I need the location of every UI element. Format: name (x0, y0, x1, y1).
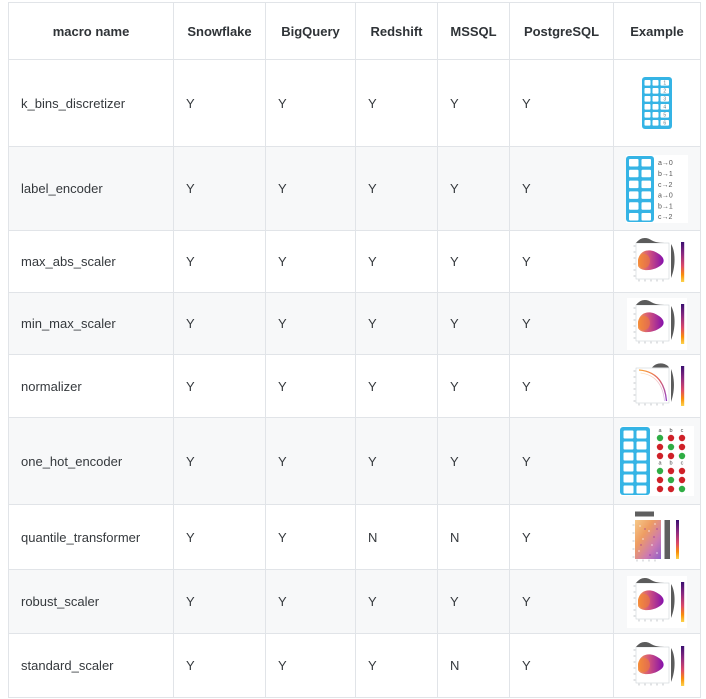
svg-text:2: 2 (663, 88, 667, 95)
svg-text:c: c (680, 428, 684, 434)
svg-text:5: 5 (663, 112, 667, 119)
support-cell: Y (438, 355, 510, 418)
support-cell: Y (174, 418, 266, 505)
support-cell: Y (438, 147, 510, 231)
macro-name-cell: max_abs_scaler (9, 231, 174, 293)
table-row (9, 147, 701, 231)
support-cell: Y (510, 293, 614, 355)
support-cell: N (356, 505, 438, 570)
one-hot-table-icon (620, 426, 694, 496)
svg-text:c: c (680, 460, 684, 467)
macro-name-cell: normalizer (9, 355, 174, 418)
distribution-jointplot-icon (627, 640, 687, 692)
support-cell: Y (266, 418, 356, 505)
svg-text:1: 1 (663, 80, 667, 87)
support-cell: Y (174, 293, 266, 355)
column-header-postgresql: PostgreSQL (510, 3, 614, 60)
macro-support-table-wrap (8, 2, 706, 698)
macro-name-cell: label_encoder (9, 147, 174, 231)
support-cell: Y (266, 570, 356, 634)
distribution-jointplot-icon (627, 576, 687, 628)
support-cell: Y (438, 418, 510, 505)
macro-name-cell: standard_scaler (9, 634, 174, 698)
svg-text:3: 3 (663, 96, 667, 103)
support-cell: Y (266, 505, 356, 570)
support-cell: Y (356, 418, 438, 505)
support-cell: Y (266, 60, 356, 147)
example-cell (614, 60, 701, 147)
example-cell (614, 355, 701, 418)
macro-name-cell: robust_scaler (9, 570, 174, 634)
example-cell (614, 505, 701, 570)
support-cell: Y (356, 570, 438, 634)
support-cell: Y (510, 355, 614, 418)
column-header-snowflake: Snowflake (174, 3, 266, 60)
svg-text:b: b (669, 428, 673, 434)
example-cell (614, 634, 701, 698)
support-cell: Y (174, 355, 266, 418)
table-row (9, 570, 701, 634)
column-header-mssql: MSSQL (438, 3, 510, 60)
svg-text:b→1: b→1 (658, 170, 673, 178)
macro-name-cell: one_hot_encoder (9, 418, 174, 505)
support-cell: Y (356, 355, 438, 418)
support-cell: Y (438, 231, 510, 293)
svg-text:a: a (658, 460, 662, 467)
svg-text:6: 6 (663, 120, 667, 127)
example-cell (614, 418, 701, 505)
table-row (9, 60, 701, 147)
table-row (9, 231, 701, 293)
support-cell: Y (266, 231, 356, 293)
distribution-jointplot-icon (627, 298, 687, 350)
support-cell: Y (438, 293, 510, 355)
support-cell: Y (510, 147, 614, 231)
support-cell: Y (266, 293, 356, 355)
distribution-jointplot-icon (627, 236, 687, 288)
column-header-example: Example (614, 3, 701, 60)
macro-name-cell: k_bins_discretizer (9, 60, 174, 147)
support-cell: Y (174, 60, 266, 147)
support-cell: Y (174, 231, 266, 293)
svg-text:b: b (669, 460, 673, 467)
table-header (9, 3, 701, 60)
svg-text:b→1: b→1 (658, 202, 673, 210)
column-header-bigquery: BigQuery (266, 3, 356, 60)
example-cell (614, 570, 701, 634)
support-cell: Y (174, 634, 266, 698)
normalizer-curve-plot-icon (627, 360, 687, 412)
table-row (9, 355, 701, 418)
support-cell: Y (438, 60, 510, 147)
support-cell: Y (266, 147, 356, 231)
support-cell: Y (510, 570, 614, 634)
example-cell (614, 147, 701, 231)
example-cell (614, 231, 701, 293)
svg-text:a→0: a→0 (658, 192, 673, 200)
support-cell: Y (356, 634, 438, 698)
support-cell: Y (174, 570, 266, 634)
example-cell (614, 293, 701, 355)
header-row (9, 3, 701, 60)
support-cell: N (438, 634, 510, 698)
support-cell: Y (510, 505, 614, 570)
support-cell: Y (356, 60, 438, 147)
binned-table-icon (642, 77, 672, 129)
svg-text:4: 4 (663, 104, 667, 111)
support-cell: Y (510, 60, 614, 147)
svg-text:c→2: c→2 (658, 213, 673, 221)
label-encoder-table-icon (626, 155, 688, 223)
column-header-macro-name: macro name (9, 3, 174, 60)
macro-name-cell: min_max_scaler (9, 293, 174, 355)
table-row (9, 634, 701, 698)
support-cell: Y (510, 231, 614, 293)
svg-text:a: a (658, 428, 662, 434)
table-row (9, 293, 701, 355)
support-cell: N (438, 505, 510, 570)
support-cell: Y (356, 147, 438, 231)
support-cell: Y (266, 634, 356, 698)
macro-name-cell: quantile_transformer (9, 505, 174, 570)
support-cell: Y (356, 293, 438, 355)
svg-text:a→0: a→0 (658, 159, 673, 167)
support-cell: Y (174, 147, 266, 231)
macro-support-table (8, 2, 701, 698)
table-row (9, 418, 701, 505)
support-cell: Y (438, 570, 510, 634)
svg-text:c→2: c→2 (658, 181, 673, 189)
column-header-redshift: Redshift (356, 3, 438, 60)
table-row (9, 505, 701, 570)
support-cell: Y (510, 634, 614, 698)
support-cell: Y (510, 418, 614, 505)
support-cell: Y (174, 505, 266, 570)
quantile-heatmap-icon (627, 509, 687, 565)
support-cell: Y (356, 231, 438, 293)
table-body (9, 60, 701, 698)
support-cell: Y (266, 355, 356, 418)
